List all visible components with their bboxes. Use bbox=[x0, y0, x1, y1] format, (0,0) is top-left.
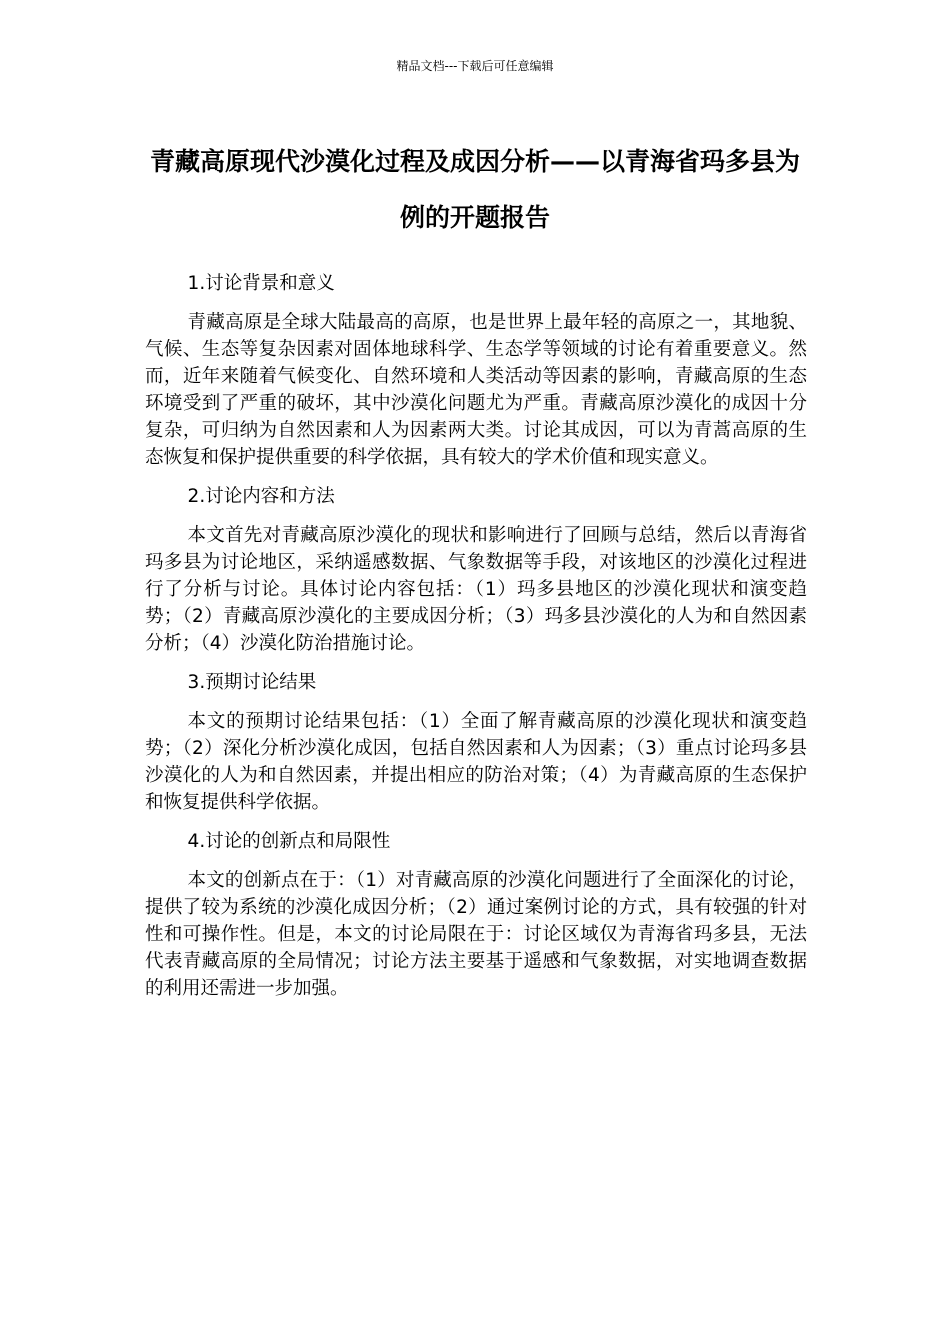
section-paragraph-expected-results: 本文的预期讨论结果包括：（1）全面了解青藏高原的沙漠化现状和演变趋势；（2）深化分析沙漠化成因，包括自然因素和人为因素；（3）重点讨论玛多县沙漠化的人为和自然因素，并提出相应的防治对策；（4）为青藏高原的生态保护和恢复提供科学依据。 bbox=[145, 711, 807, 813]
section-heading-innovation-limitations: 4.讨论的创新点和局限性 bbox=[187, 831, 391, 852]
section-heading-content-methods: 2.讨论内容和方法 bbox=[187, 486, 335, 507]
section-paragraph-innovation-limitations: 本文的创新点在于：（1）对青藏高原的沙漠化问题进行了全面深化的讨论，提供了较为系统的沙漠化成因分析；（2）通过案例讨论的方式，具有较强的针对性和可操作性。但是，本文的讨论局限在于：讨论区域仅为青海省玛多县，无法代表青藏高原的全局情况；讨论方法主要基于遥感和气象数据，对实地调查数据的利用还需进一步加强。 bbox=[145, 870, 807, 999]
section-heading-background: 1.讨论背景和意义 bbox=[187, 273, 335, 294]
section-heading-expected-results: 3.预期讨论结果 bbox=[187, 672, 317, 693]
document-body bbox=[145, 270, 807, 1014]
document-title: 青藏高原现代沙漠化过程及成因分析——以青海省玛多县为例的开题报告 bbox=[149, 147, 800, 232]
section-paragraph-content-methods: 本文首先对青藏高原沙漠化的现状和影响进行了回顾与总结，然后以青海省玛多县为讨论地区，采纳遥感数据、气象数据等手段，对该地区的沙漠化过程进行了分析与讨论。具体讨论内容包括：（1）玛多县地区的沙漠化现状和演变趋势；（2）青藏高原沙漠化的主要成因分析；（3）玛多县沙漠化的人为和自然因素分析；（4）沙漠化防治措施讨论。 bbox=[145, 525, 807, 654]
section-paragraph-background: 青藏高原是全球大陆最高的高原，也是世界上最年轻的高原之一，其地貌、气候、生态等复杂因素对固体地球科学、生态学等领域的讨论有着重要意义。然而，近年来随着气候变化、自然环境和人类活动等因素的影响，青藏高原的生态环境受到了严重的破坏，其中沙漠化问题尤为严重。青藏高原沙漠化的成因十分复杂，可归纳为自然因素和人为因素两大类。讨论其成因，可以为青蒿高原的生态恢复和保护提供重要的科学依据，具有较大的学术价值和现实意义。 bbox=[145, 312, 807, 468]
page-header: 精品文档---下载后可任意编辑 bbox=[396, 59, 554, 73]
